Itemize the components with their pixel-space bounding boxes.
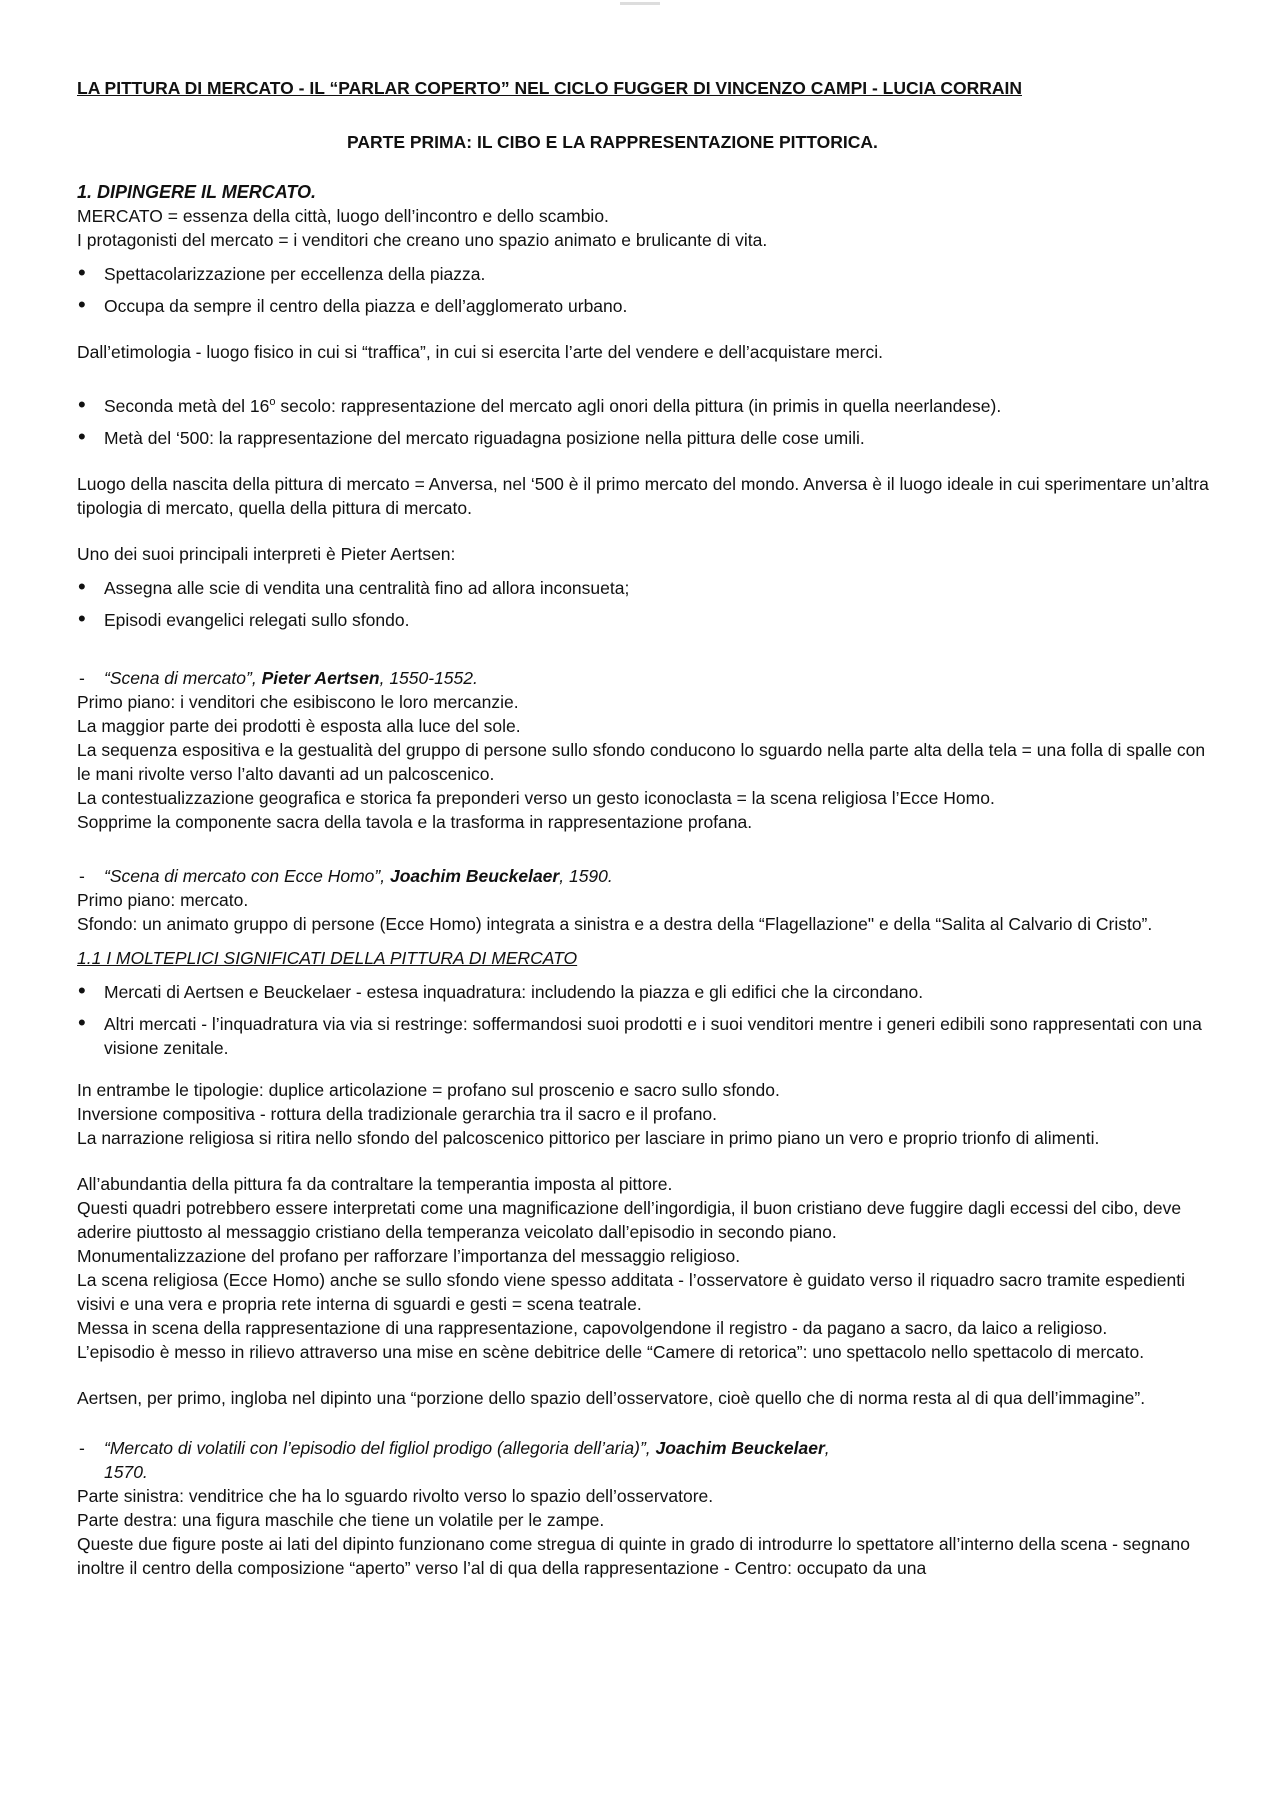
list-item: • Altri mercati - l’inquadratura via via si restringe: soffermandosi suoi prodotti e i suoi venditori mentre i generi edibili sono rappresentati con una visione zenitale. — [77, 1012, 1212, 1060]
bullet-list — [77, 262, 1212, 318]
work-entry-2: - “Scena di mercato con Ecce Homo”, Joachim Beuckelaer, 1590. — [77, 864, 1212, 888]
bullet-list — [77, 576, 1212, 632]
paragraph: La sequenza espositiva e la gestualità del gruppo di persone sullo sfondo conducono lo sguardo nella parte alta della tela = una folla di spalle con le mani rivolte verso l’alto davanti ad un palcoscenico. — [77, 740, 1206, 784]
paragraph: L’episodio è messo in rilievo attraverso una mise en scène debitrice delle “Camere di retorica”: uno spettacolo nello spettacolo di mercato. — [77, 1342, 1145, 1362]
list-item: • Spettacolarizzazione per eccellenza della piazza. — [77, 262, 1212, 286]
paragraph: La contestualizzazione geografica e storica fa preponderi verso un gesto iconoclasta = la scena religiosa l’Ecce Homo. — [77, 788, 995, 808]
list-item: • Seconda metà del 16$^o$ secolo: rappresentazione del mercato agli onori della pittura (in primis in quella neerlandese). — [77, 394, 1212, 418]
paragraph: MERCATO = essenza della città, luogo dell’incontro e dello scambio. — [77, 206, 609, 226]
list-item: • Assegna alle scie di vendita una centralità fino ad allora inconsueta; — [77, 576, 1212, 600]
bullet-list — [77, 394, 1212, 450]
list-item: • Metà del ‘500: la rappresentazione del mercato riguadagna posizione nella pittura delle cose umili. — [77, 426, 1212, 450]
header-mark — [620, 2, 660, 5]
paragraph: Inversione compositiva - rottura della tradizionale gerarchia tra il sacro e il profano. — [77, 1104, 718, 1124]
section-heading-1-1: 1.1 I MOLTEPLICI SIGNIFICATI DELLA PITTURA DI MERCATO — [77, 948, 578, 968]
paragraph: La maggior parte dei prodotti è esposta alla luce del sole. — [77, 716, 521, 736]
part-subtitle: PARTE PRIMA: IL CIBO E LA RAPPRESENTAZIONE PITTORICA. — [347, 132, 878, 152]
paragraph: Primo piano: i venditori che esibiscono le loro mercanzie. — [77, 692, 519, 712]
work-entry-3: - “Mercato di volatili con l’episodio del figliol prodigo (allegoria dell’aria)”, Joachim Beuckelaer, — [77, 1436, 1212, 1460]
paragraph: Monumentalizzazione del profano per rafforzare l’importanza del messaggio religioso. — [77, 1246, 741, 1266]
paragraph: Sopprime la componente sacra della tavola e la trasforma in rappresentazione profana. — [77, 812, 753, 832]
bullet-list — [77, 980, 1212, 1060]
paragraph: Queste due figure poste ai lati del dipinto funzionano come stregua di quinte in grado di introdurre lo spettatore all’interno della scena - segnano inoltre il centro della composizione “aperto” verso l’al di qua della rappresentazione - Centro: occupato da una — [77, 1534, 1190, 1578]
paragraph: Luogo della nascita della pittura di mercato = Anversa, nel ‘500 è il primo mercato del mondo. Anversa è il luogo ideale in cui sperimentare un’altra tipologia di mercato, quella della pittura di mercato. — [77, 474, 1209, 518]
document-body — [77, 76, 1212, 1580]
paragraph: Parte sinistra: venditrice che ha lo sguardo rivolto verso lo spazio dell’osservatore. — [77, 1486, 714, 1506]
work-entry-1: - “Scena di mercato”, Pieter Aertsen, 1550-1552. — [77, 666, 1212, 690]
paragraph: La scena religiosa (Ecce Homo) anche se sullo sfondo viene spesso additata - l’osservatore è guidato verso il riquadro sacro tramite espedienti visivi e una vera e propria rete interna di sguardi e gesti = scena teatrale. — [77, 1270, 1185, 1314]
paragraph: Uno dei suoi principali interpreti è Pieter Aertsen: — [77, 544, 456, 564]
work-date: 1570. — [104, 1462, 148, 1482]
paragraph: Questi quadri potrebbero essere interpretati come una magnificazione dell’ingordigia, il buon cristiano deve fuggire dagli eccessi del cibo, deve aderire piuttosto al messaggio cristiano della temperanza veicolato dall’episodio in secondo piano. — [77, 1198, 1182, 1242]
paragraph: Parte destra: una figura maschile che tiene un volatile per le zampe. — [77, 1510, 605, 1530]
paragraph: Dall’etimologia - luogo fisico in cui si “traffica”, in cui si esercita l’arte del vendere e dell’acquistare merci. — [77, 342, 883, 362]
paragraph: All’abundantia della pittura fa da contraltare la temperantia imposta al pittore. — [77, 1174, 673, 1194]
list-item: • Mercati di Aertsen e Beuckelaer - estesa inquadratura: includendo la piazza e gli edifici che la circondano. — [77, 980, 1212, 1004]
paragraph: Primo piano: mercato. — [77, 890, 249, 910]
section-heading-1: 1. DIPINGERE IL MERCATO. — [77, 182, 317, 202]
paragraph: I protagonisti del mercato = i venditori che creano uno spazio animato e brulicante di vita. — [77, 230, 768, 250]
list-item: • Episodi evangelici relegati sullo sfondo. — [77, 608, 1212, 632]
paragraph: In entrambe le tipologie: duplice articolazione = profano sul proscenio e sacro sullo sfondo. — [77, 1080, 780, 1100]
document-title: LA PITTURA DI MERCATO - IL “PARLAR COPERTO” NEL CICLO FUGGER DI VINCENZO CAMPI - LUCIA CORRAIN — [77, 78, 1022, 98]
paragraph: Sfondo: un animato gruppo di persone (Ecce Homo) integrata a sinistra e a destra della “Flagellazione" e della “Salita al Calvario di Cristo”. — [77, 914, 1153, 934]
paragraph: Aertsen, per primo, ingloba nel dipinto una “porzione dello spazio dell’osservatore, cioè quello che di norma resta al di qua dell’immagine”. — [77, 1388, 1146, 1408]
list-item: • Occupa da sempre il centro della piazza e dell’agglomerato urbano. — [77, 294, 1212, 318]
paragraph: Messa in scena della rappresentazione di una rappresentazione, capovolgendone il registro - da pagano a sacro, da laico a religioso. — [77, 1318, 1108, 1338]
paragraph: La narrazione religiosa si ritira nello sfondo del palcoscenico pittorico per lasciare in primo piano un vero e proprio trionfo di alimenti. — [77, 1128, 1100, 1148]
